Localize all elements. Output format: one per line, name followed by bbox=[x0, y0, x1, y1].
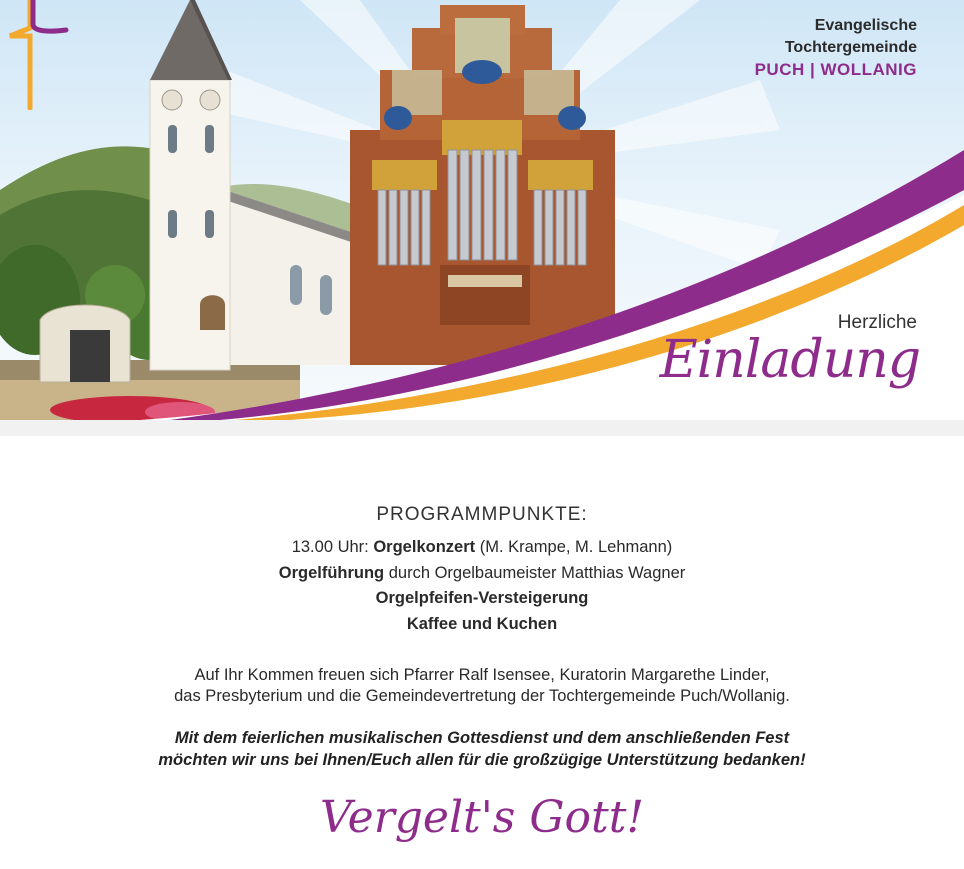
organization-name bbox=[755, 15, 917, 81]
greeting-script: Einladung bbox=[659, 330, 920, 390]
church-logo-icon bbox=[0, 0, 70, 110]
header-banner bbox=[0, 0, 964, 420]
program-item-detail: (M. Krampe, M. Lehmann) bbox=[475, 538, 673, 556]
program-item-title: Orgelkonzert bbox=[373, 538, 476, 556]
program-item-title: Orgelführung bbox=[278, 564, 385, 582]
closing-script: Vergelt's Gott! bbox=[319, 792, 645, 843]
thanks-note bbox=[0, 727, 964, 771]
program-title: PROGRAMMPUNKTE: bbox=[376, 504, 588, 525]
thanks-line-1: Mit dem feierlichen musikalischen Gottesdienst und dem anschließenden Fest bbox=[174, 729, 790, 747]
greeting-small: Herzliche bbox=[837, 312, 917, 333]
welcome-line-2: das Presbyterium und die Gemeindevertretung der Tochtergemeinde Puch/Wollanig. bbox=[174, 687, 790, 705]
program-item-tour bbox=[0, 564, 964, 583]
brand-line-2: Tochtergemeinde bbox=[784, 39, 917, 56]
program-item-title: Kaffee und Kuchen bbox=[406, 615, 558, 633]
program-item-auction bbox=[0, 589, 964, 608]
thanks-line-2: möchten wir uns bei Ihnen/Euch allen für die großzügige Unterstützung bedanken! bbox=[158, 751, 806, 769]
brand-line-1: Evangelische bbox=[814, 17, 917, 34]
program-item-title: Orgelpfeifen-Versteigerung bbox=[375, 589, 589, 607]
brand-line-3: PUCH | WOLLANIG bbox=[754, 60, 917, 79]
section-divider bbox=[0, 420, 964, 436]
welcome-text bbox=[0, 665, 964, 707]
program-time: 13.00 Uhr: bbox=[291, 538, 374, 556]
welcome-line-1: Auf Ihr Kommen freuen sich Pfarrer Ralf Isensee, Kuratorin Margarethe Linder, bbox=[194, 666, 770, 684]
program-item-detail: durch Orgelbaumeister Matthias Wagner bbox=[384, 564, 686, 582]
program-item-concert bbox=[0, 538, 964, 557]
program-item-coffee bbox=[0, 615, 964, 634]
